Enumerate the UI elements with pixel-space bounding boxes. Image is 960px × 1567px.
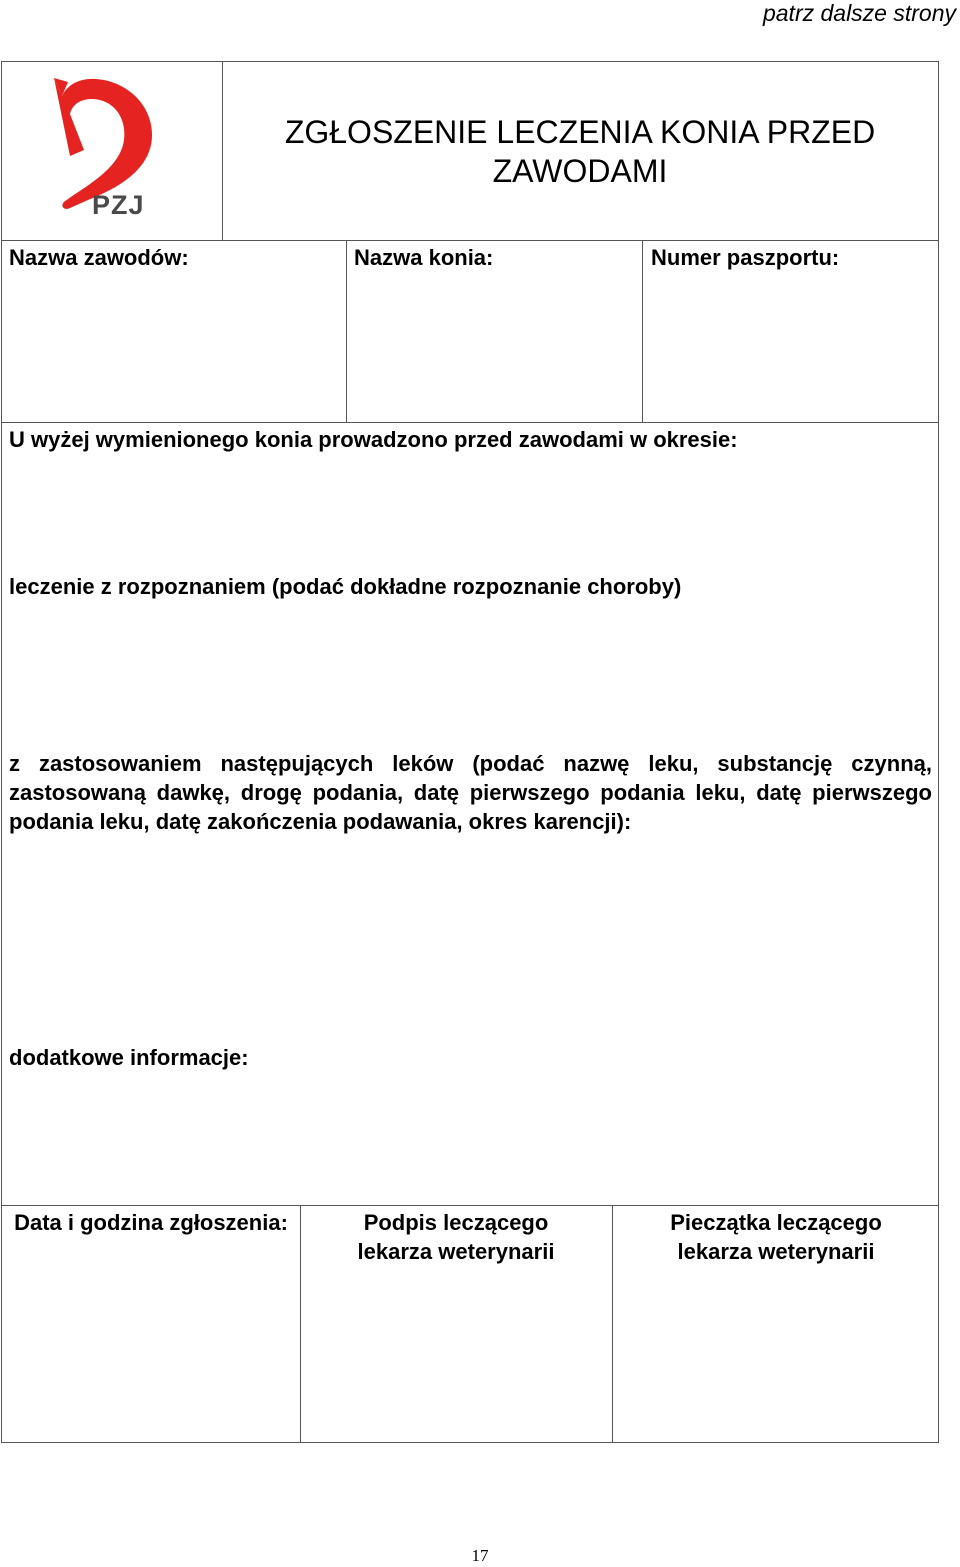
horse-name-label: Nazwa konia: [354,245,494,270]
medications-label: z zastosowaniem następujących leków (podać nazwę leku, substancję czynną, zastosowaną dawkę, drogę podania, datę pierwszego podania leku, datę pierwszego podania leku, datę zakończenia podawania, okres karencji): [9,751,932,834]
logo-text: PZJ [92,190,145,220]
form-title-cell [222,62,938,240]
passport-number-label: Numer paszportu: [651,245,840,270]
treatment-report-form [1,61,939,1443]
pzj-logo [2,62,222,240]
vet-signature-label: Podpis leczącego lekarza weterynarii [357,1210,555,1264]
page-number: 17 [471,1546,489,1565]
event-name-label: Nazwa zawodów: [9,245,189,270]
additional-info-label: dodatkowe informacje: [9,1045,249,1070]
vet-stamp-label: Pieczątka leczącego lekarza weterynarii [670,1210,882,1264]
diagnosis-label: leczenie z rozpoznaniem (podać dokładne rozpoznanie choroby) [9,574,682,599]
continuation-note: patrz dalsze strony [762,0,956,26]
report-datetime-label: Data i godzina zgłoszenia: [14,1210,288,1235]
treatment-period-label: U wyżej wymienionego konia prowadzono przed zawodami w okresie: [9,427,738,452]
form-title: ZGŁOSZENIE LECZENIA KONIA PRZED ZAWODAMI [284,114,876,189]
